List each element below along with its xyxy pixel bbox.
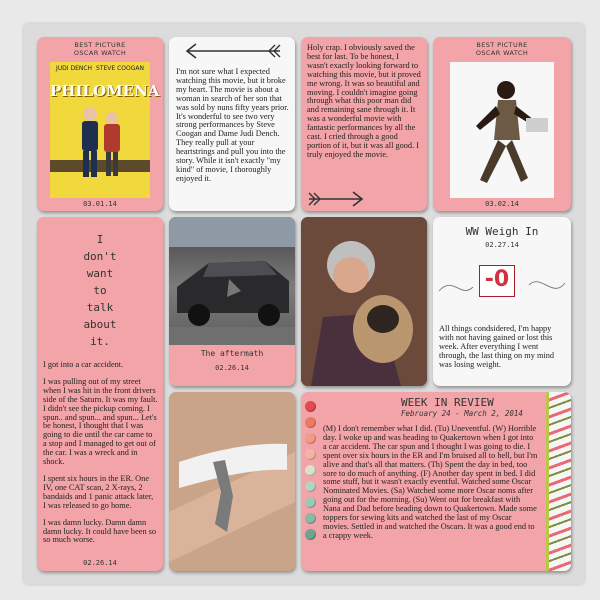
accident-date: 02.26.14 [83, 559, 117, 567]
week-review-subtitle: February 24 - March 2, 2014 [401, 409, 523, 418]
weigh-in-value: -0 [479, 265, 515, 297]
movie1-date: 03.01.14 [83, 200, 117, 208]
movie1-poster [50, 62, 160, 198]
movie2-review-card [301, 37, 427, 211]
movie2-review-text: Holy crap. I obviously saved the best for last. To be honest, I wasn't exactly looking forward to watching this movie, but it proved me wrong. It was so beautiful and moving. I couldn't imagine going through what this poor man did and remaining sane through it. It was a wonderful movie with fantastic performances by all the cast. I cried through a good portion of it, but it was all good. I truly enjoyed the movie. [307, 43, 421, 159]
weigh-in-text: All things condsidered, I'm happy with not having gained or lost this week. After everything I went through, the last thing on my mind was losing weight. [439, 324, 554, 369]
weigh-in-card [433, 217, 571, 386]
movie1-review-text: I'm not sure what I expected watching this movie, but it broke my heart. The movie is about a woman in search of her son that was sold by nuns fifty years prior. It's wonderful to see two very strong performances by Steve Coogan and Dame Judi Dench. They really pull at your heartstrings and pull you into the story. While it isn't exactly "my kind" of movie, I thoroughly enjoyed it. [176, 67, 289, 183]
scrapbook-page [24, 24, 584, 584]
hospital-band-card [169, 392, 295, 571]
hospital-band-photo [169, 392, 295, 571]
ribbon-edge-decoration [546, 392, 549, 571]
poster-figures-illustration [50, 100, 150, 200]
movie2-date: 03.02.14 [485, 200, 519, 208]
car-photo [169, 217, 295, 345]
accident-heading: I don't want to talk about it. [83, 233, 117, 348]
poster-title: PHILOMENA [50, 82, 160, 100]
wrecked-car-illustration [169, 217, 295, 345]
wristband-illustration [169, 392, 295, 571]
poster-actor-left: JUDI DENCH [56, 65, 93, 72]
movie1-card [37, 37, 163, 211]
accident-story: I got into a car accident. I was pulling out of my street when I was hit in the front drivers side of the Saturn. It was my fault. I didn't see the pickup coming. I spun.. and spun... and spun... Let's be honest, I thought that I was going to die until the car came to a stop and I managed to get out of the car. I was a wreck and in shock. I spent six hours in the ER. One IV, one CAT scan, 2 X-rays, 2 bandaids and 1 panic attack later, I was released to go home. I was damn lucky. Damn damn damn lucky. It could have been so so much worse. [43, 360, 158, 545]
week-review-text: (M) I don't remember what I did. (Tu) Uneventful. (W) Horrible day. I woke up and was heading to Quakertown when I got into a car accident. The car spun and I thought I was going to die. I spent over six hours in the ER and I'm bruised all to hell, but I'm alive and that's all that matters. (Th) Spent the day in bed, too sore to do much of anything. (F) Another day spent in bed. I did some stuff, but it wasn't exactly eventful. Watched some Oscar Nominated Movies. (Sa) Watched some more Oscar noms after going out for the morning. (Su) Went out for breakfast with Nana and Dad before heading down to Quakertown. Made some toppers for sewing kits and watched the last of my Oscar movies. Settled in and watched the Oscars. It was a good end to a crappy week. [323, 424, 538, 540]
movie1-review-card [169, 37, 295, 211]
movie1-heading: BEST PICTURE OSCAR WATCH [73, 41, 127, 57]
patterned-ribbon-decoration [549, 392, 571, 571]
color-dots-decoration [305, 401, 316, 545]
arrow-left-icon [182, 43, 282, 59]
family-photo-card [301, 217, 427, 386]
poster-actor-right: STEVE COOGAN [96, 65, 144, 72]
accident-card [37, 217, 163, 571]
poster-running-man-illustration [450, 62, 554, 198]
aftermath-card [169, 217, 295, 386]
aftermath-date: 02.26.14 [215, 364, 249, 372]
movie2-poster [450, 62, 554, 198]
weigh-in-title: WW Weigh In [465, 225, 539, 238]
week-review-card [301, 392, 571, 571]
woman-with-dog-photo [301, 217, 427, 386]
weigh-in-date: 02.27.14 [485, 241, 519, 249]
arrow-right-icon [307, 191, 367, 207]
week-review-title: WEEK IN REVIEW [401, 396, 494, 409]
woman-dog-illustration [301, 217, 427, 386]
movie2-heading: BEST PICTURE OSCAR WATCH [475, 41, 529, 57]
movie2-card [433, 37, 571, 211]
aftermath-caption: The aftermath [200, 349, 264, 358]
